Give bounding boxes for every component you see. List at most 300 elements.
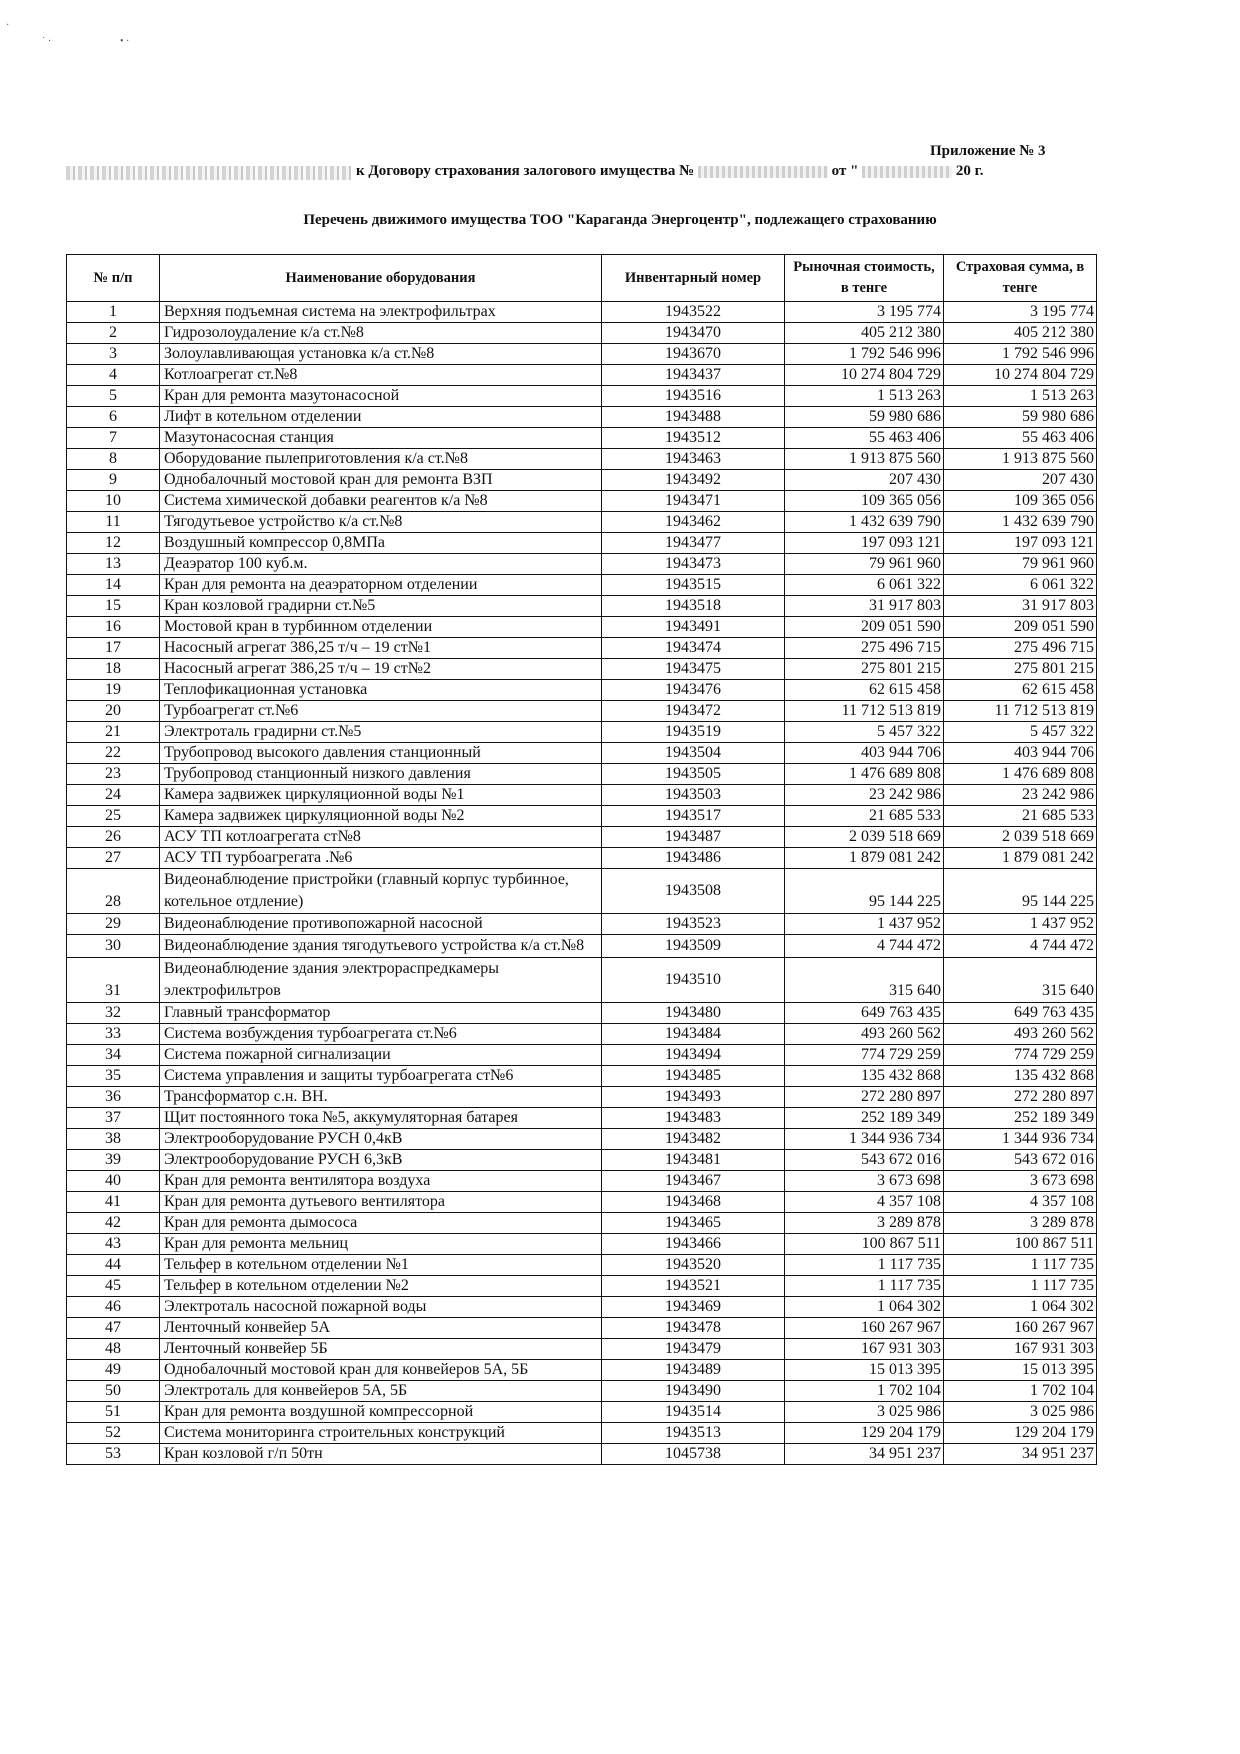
contract-year: 20 bbox=[955, 163, 971, 179]
row-number: 52 bbox=[67, 1423, 160, 1444]
inventory-number: 1943483 bbox=[602, 1108, 785, 1129]
market-value: 774 729 259 bbox=[785, 1045, 944, 1066]
market-value: 272 280 897 bbox=[785, 1087, 944, 1108]
insured-sum: 100 867 511 bbox=[944, 1234, 1097, 1255]
market-value: 2 039 518 669 bbox=[785, 827, 944, 848]
inventory-number: 1943477 bbox=[602, 533, 785, 554]
table-header-row bbox=[67, 255, 1097, 302]
equipment-name: Тельфер в котельном отделении №2 bbox=[160, 1276, 602, 1297]
market-value: 34 951 237 bbox=[785, 1444, 944, 1465]
market-value: 1 437 952 bbox=[785, 914, 944, 935]
row-number: 47 bbox=[67, 1318, 160, 1339]
table-row bbox=[67, 659, 1097, 680]
table-row bbox=[67, 323, 1097, 344]
insured-sum: 774 729 259 bbox=[944, 1045, 1097, 1066]
row-number: 51 bbox=[67, 1402, 160, 1423]
inventory-number: 1943488 bbox=[602, 407, 785, 428]
inventory-number: 1943504 bbox=[602, 743, 785, 764]
inventory-number: 1943491 bbox=[602, 617, 785, 638]
row-number: 20 bbox=[67, 701, 160, 722]
equipment-name: Однобалочный мостовой кран для конвейеров 5А, 5Б bbox=[160, 1360, 602, 1381]
inventory-number: 1943479 bbox=[602, 1339, 785, 1360]
market-value: 31 917 803 bbox=[785, 596, 944, 617]
market-value: 1 064 302 bbox=[785, 1297, 944, 1318]
market-value: 649 763 435 bbox=[785, 1003, 944, 1024]
inventory-number: 1943462 bbox=[602, 512, 785, 533]
market-value: 1 513 263 bbox=[785, 386, 944, 407]
market-value: 3 673 698 bbox=[785, 1171, 944, 1192]
table-row bbox=[67, 1444, 1097, 1465]
market-value: 403 944 706 bbox=[785, 743, 944, 764]
row-number: 33 bbox=[67, 1024, 160, 1045]
market-value: 55 463 406 bbox=[785, 428, 944, 449]
row-number: 24 bbox=[67, 785, 160, 806]
scan-artifact: ˙ · bbox=[42, 36, 52, 47]
table-row bbox=[67, 827, 1097, 848]
table-row bbox=[67, 806, 1097, 827]
market-value: 100 867 511 bbox=[785, 1234, 944, 1255]
market-value: 23 242 986 bbox=[785, 785, 944, 806]
table-row bbox=[67, 1402, 1097, 1423]
insured-sum: 62 615 458 bbox=[944, 680, 1097, 701]
market-value: 275 801 215 bbox=[785, 659, 944, 680]
insured-sum: 167 931 303 bbox=[944, 1339, 1097, 1360]
row-number: 18 bbox=[67, 659, 160, 680]
market-value: 1 117 735 bbox=[785, 1276, 944, 1297]
row-number: 42 bbox=[67, 1213, 160, 1234]
inventory-number: 1943487 bbox=[602, 827, 785, 848]
equipment-name: Лифт в котельном отделении bbox=[160, 407, 602, 428]
row-number: 32 bbox=[67, 1003, 160, 1024]
row-number: 8 bbox=[67, 449, 160, 470]
equipment-name: Деаэратор 100 куб.м. bbox=[160, 554, 602, 575]
insured-sum: 272 280 897 bbox=[944, 1087, 1097, 1108]
inventory-number: 1943522 bbox=[602, 302, 785, 323]
inventory-number: 1943503 bbox=[602, 785, 785, 806]
equipment-name: Электроталь градирни ст.№5 bbox=[160, 722, 602, 743]
row-number: 4 bbox=[67, 365, 160, 386]
table-row bbox=[67, 1171, 1097, 1192]
table-row bbox=[67, 470, 1097, 491]
insured-sum: 1 117 735 bbox=[944, 1276, 1097, 1297]
contract-prefix: к Договору страхования залогового имущества № bbox=[356, 163, 695, 179]
row-number: 44 bbox=[67, 1255, 160, 1276]
equipment-name: Турбоагрегат ст.№6 bbox=[160, 701, 602, 722]
insured-sum: 21 685 533 bbox=[944, 806, 1097, 827]
equipment-name: Трубопровод станционный низкого давления bbox=[160, 764, 602, 785]
row-number: 16 bbox=[67, 617, 160, 638]
row-number: 29 bbox=[67, 914, 160, 935]
equipment-name: Кран для ремонта воздушной компрессорной bbox=[160, 1402, 602, 1423]
market-value: 109 365 056 bbox=[785, 491, 944, 512]
insured-sum: 55 463 406 bbox=[944, 428, 1097, 449]
inventory-number: 1943466 bbox=[602, 1234, 785, 1255]
table-row bbox=[67, 512, 1097, 533]
insured-sum: 275 496 715 bbox=[944, 638, 1097, 659]
market-value: 21 685 533 bbox=[785, 806, 944, 827]
insured-sum: 1 344 936 734 bbox=[944, 1129, 1097, 1150]
row-number: 38 bbox=[67, 1129, 160, 1150]
row-number: 30 bbox=[67, 935, 160, 958]
insured-sum: 1 702 104 bbox=[944, 1381, 1097, 1402]
row-number: 49 bbox=[67, 1360, 160, 1381]
table-row bbox=[67, 764, 1097, 785]
equipment-name: Система управления и защиты турбоагрегата ст№6 bbox=[160, 1066, 602, 1087]
table-row bbox=[67, 386, 1097, 407]
row-number: 22 bbox=[67, 743, 160, 764]
equipment-table bbox=[66, 254, 1097, 1465]
row-number: 1 bbox=[67, 302, 160, 323]
equipment-name: АСУ ТП турбоагрегата .№6 bbox=[160, 848, 602, 869]
market-value: 1 879 081 242 bbox=[785, 848, 944, 869]
row-number: 14 bbox=[67, 575, 160, 596]
inventory-number: 1943513 bbox=[602, 1423, 785, 1444]
table-row bbox=[67, 428, 1097, 449]
row-number: 28 bbox=[67, 869, 160, 914]
market-value: 6 061 322 bbox=[785, 575, 944, 596]
market-value: 129 204 179 bbox=[785, 1423, 944, 1444]
table-row bbox=[67, 449, 1097, 470]
scan-artifact: · bbox=[6, 20, 10, 31]
table-row bbox=[67, 848, 1097, 869]
equipment-name: Видеонаблюдение противопожарной насосной bbox=[160, 914, 602, 935]
equipment-name: Кран козловой градирни ст.№5 bbox=[160, 596, 602, 617]
row-number: 11 bbox=[67, 512, 160, 533]
insured-sum: 109 365 056 bbox=[944, 491, 1097, 512]
market-value: 135 432 868 bbox=[785, 1066, 944, 1087]
equipment-name: Оборудование пылеприготовления к/а ст.№8 bbox=[160, 449, 602, 470]
insured-sum: 129 204 179 bbox=[944, 1423, 1097, 1444]
market-value: 167 931 303 bbox=[785, 1339, 944, 1360]
insured-sum: 160 267 967 bbox=[944, 1318, 1097, 1339]
equipment-name: Насосный агрегат 386,25 т/ч – 19 ст№2 bbox=[160, 659, 602, 680]
table-row bbox=[67, 722, 1097, 743]
contract-reference bbox=[356, 163, 984, 180]
market-value: 405 212 380 bbox=[785, 323, 944, 344]
equipment-name: Система мониторинга строительных конструкций bbox=[160, 1423, 602, 1444]
equipment-name: Кран для ремонта мельниц bbox=[160, 1234, 602, 1255]
row-number: 41 bbox=[67, 1192, 160, 1213]
insured-sum: 1 513 263 bbox=[944, 386, 1097, 407]
inventory-number: 1943467 bbox=[602, 1171, 785, 1192]
inventory-number: 1943471 bbox=[602, 491, 785, 512]
redacted-stamp bbox=[66, 166, 351, 180]
row-number: 2 bbox=[67, 323, 160, 344]
equipment-name: Камера задвижек циркуляционной воды №2 bbox=[160, 806, 602, 827]
table-row bbox=[67, 1423, 1097, 1444]
table-row bbox=[67, 638, 1097, 659]
equipment-name: Золоулавливающая установка к/а ст.№8 bbox=[160, 344, 602, 365]
inventory-number: 1943473 bbox=[602, 554, 785, 575]
equipment-name: Мазутонасосная станция bbox=[160, 428, 602, 449]
insured-sum: 252 189 349 bbox=[944, 1108, 1097, 1129]
equipment-name: Видеонаблюдение пристройки (главный корпус турбинное, котельное отдление) bbox=[160, 869, 602, 914]
table-row bbox=[67, 1108, 1097, 1129]
row-number: 23 bbox=[67, 764, 160, 785]
insured-sum: 79 961 960 bbox=[944, 554, 1097, 575]
insured-sum: 4 744 472 bbox=[944, 935, 1097, 958]
inventory-number: 1943437 bbox=[602, 365, 785, 386]
insured-sum: 403 944 706 bbox=[944, 743, 1097, 764]
inventory-number: 1943512 bbox=[602, 428, 785, 449]
inventory-number: 1943463 bbox=[602, 449, 785, 470]
equipment-name: Трубопровод высокого давления станционный bbox=[160, 743, 602, 764]
market-value: 5 457 322 bbox=[785, 722, 944, 743]
market-value: 1 702 104 bbox=[785, 1381, 944, 1402]
inventory-number: 1943494 bbox=[602, 1045, 785, 1066]
table-row bbox=[67, 1318, 1097, 1339]
table-row bbox=[67, 680, 1097, 701]
table-row bbox=[67, 1192, 1097, 1213]
inventory-number: 1943476 bbox=[602, 680, 785, 701]
insured-sum: 197 093 121 bbox=[944, 533, 1097, 554]
market-value: 3 025 986 bbox=[785, 1402, 944, 1423]
table-row bbox=[67, 1003, 1097, 1024]
market-value: 3 195 774 bbox=[785, 302, 944, 323]
insured-sum: 95 144 225 bbox=[944, 869, 1097, 914]
equipment-name: Котлоагрегат ст.№8 bbox=[160, 365, 602, 386]
inventory-number: 1943468 bbox=[602, 1192, 785, 1213]
row-number: 26 bbox=[67, 827, 160, 848]
inventory-number: 1943517 bbox=[602, 806, 785, 827]
table-row bbox=[67, 407, 1097, 428]
table-row bbox=[67, 575, 1097, 596]
row-number: 12 bbox=[67, 533, 160, 554]
market-value: 11 712 513 819 bbox=[785, 701, 944, 722]
table-row bbox=[67, 1234, 1097, 1255]
insured-sum: 493 260 562 bbox=[944, 1024, 1097, 1045]
table-row bbox=[67, 743, 1097, 764]
insured-sum: 275 801 215 bbox=[944, 659, 1097, 680]
market-value: 493 260 562 bbox=[785, 1024, 944, 1045]
redacted-contract-number bbox=[698, 166, 828, 178]
equipment-name: Однобалочный мостовой кран для ремонта ВЗП bbox=[160, 470, 602, 491]
inventory-number: 1943481 bbox=[602, 1150, 785, 1171]
equipment-name: Система химической добавки реагентов к/а №8 bbox=[160, 491, 602, 512]
row-number: 40 bbox=[67, 1171, 160, 1192]
market-value: 15 013 395 bbox=[785, 1360, 944, 1381]
annex-number: Приложение № 3 bbox=[930, 143, 1046, 159]
inventory-number: 1943489 bbox=[602, 1360, 785, 1381]
equipment-name: Главный трансформатор bbox=[160, 1003, 602, 1024]
row-number: 21 bbox=[67, 722, 160, 743]
equipment-name: Электроталь насосной пожарной воды bbox=[160, 1297, 602, 1318]
equipment-name: Камера задвижек циркуляционной воды №1 bbox=[160, 785, 602, 806]
table-row bbox=[67, 1276, 1097, 1297]
inventory-number: 1045738 bbox=[602, 1444, 785, 1465]
table-row bbox=[67, 1297, 1097, 1318]
inventory-number: 1943670 bbox=[602, 344, 785, 365]
equipment-name: Тягодутьевое устройство к/а ст.№8 bbox=[160, 512, 602, 533]
equipment-name: Видеонаблюдение здания тягодутьевого устройства к/а ст.№8 bbox=[160, 935, 602, 958]
table-row bbox=[67, 935, 1097, 958]
insured-sum: 1 432 639 790 bbox=[944, 512, 1097, 533]
market-value: 1 913 875 560 bbox=[785, 449, 944, 470]
table-row bbox=[67, 1381, 1097, 1402]
row-number: 6 bbox=[67, 407, 160, 428]
insured-sum: 209 051 590 bbox=[944, 617, 1097, 638]
insured-sum: 1 064 302 bbox=[944, 1297, 1097, 1318]
insured-sum: 3 195 774 bbox=[944, 302, 1097, 323]
insured-sum: 23 242 986 bbox=[944, 785, 1097, 806]
insured-sum: 11 712 513 819 bbox=[944, 701, 1097, 722]
market-value: 543 672 016 bbox=[785, 1150, 944, 1171]
inventory-number: 1943465 bbox=[602, 1213, 785, 1234]
table-row bbox=[67, 785, 1097, 806]
table-row bbox=[67, 1129, 1097, 1150]
insured-sum: 1 913 875 560 bbox=[944, 449, 1097, 470]
insured-sum: 1 437 952 bbox=[944, 914, 1097, 935]
inventory-number: 1943509 bbox=[602, 935, 785, 958]
insured-sum: 1 117 735 bbox=[944, 1255, 1097, 1276]
inventory-number: 1943484 bbox=[602, 1024, 785, 1045]
insured-sum: 2 039 518 669 bbox=[944, 827, 1097, 848]
market-value: 4 357 108 bbox=[785, 1192, 944, 1213]
market-value: 1 117 735 bbox=[785, 1255, 944, 1276]
insured-sum: 3 025 986 bbox=[944, 1402, 1097, 1423]
insured-sum: 6 061 322 bbox=[944, 575, 1097, 596]
inventory-number: 1943493 bbox=[602, 1087, 785, 1108]
table-row bbox=[67, 365, 1097, 386]
equipment-name: АСУ ТП котлоагрегата ст№8 bbox=[160, 827, 602, 848]
equipment-name: Гидрозолоудаление к/а ст.№8 bbox=[160, 323, 602, 344]
inventory-number: 1943480 bbox=[602, 1003, 785, 1024]
inventory-number: 1943470 bbox=[602, 323, 785, 344]
market-value: 62 615 458 bbox=[785, 680, 944, 701]
equipment-name: Щит постоянного тока №5, аккумуляторная батарея bbox=[160, 1108, 602, 1129]
market-value: 160 267 967 bbox=[785, 1318, 944, 1339]
row-number: 25 bbox=[67, 806, 160, 827]
market-value: 209 051 590 bbox=[785, 617, 944, 638]
column-header-name: Наименование оборудования bbox=[160, 255, 602, 302]
equipment-name: Кран для ремонта мазутонасосной bbox=[160, 386, 602, 407]
insured-sum: 543 672 016 bbox=[944, 1150, 1097, 1171]
row-number: 19 bbox=[67, 680, 160, 701]
contract-date-prefix: от " bbox=[831, 163, 859, 179]
table-row bbox=[67, 1255, 1097, 1276]
table-row bbox=[67, 617, 1097, 638]
row-number: 36 bbox=[67, 1087, 160, 1108]
equipment-name: Насосный агрегат 386,25 т/ч – 19 ст№1 bbox=[160, 638, 602, 659]
equipment-name: Электрооборудование РУСН 0,4кВ bbox=[160, 1129, 602, 1150]
table-row bbox=[67, 344, 1097, 365]
row-number: 37 bbox=[67, 1108, 160, 1129]
row-number: 35 bbox=[67, 1066, 160, 1087]
row-number: 9 bbox=[67, 470, 160, 491]
equipment-name: Теплофикационная установка bbox=[160, 680, 602, 701]
equipment-name: Кран козловой г/п 50тн bbox=[160, 1444, 602, 1465]
equipment-name: Кран для ремонта вентилятора воздуха bbox=[160, 1171, 602, 1192]
inventory-number: 1943474 bbox=[602, 638, 785, 659]
contract-year-suffix: г. bbox=[974, 163, 984, 179]
equipment-name: Воздушный компрессор 0,8МПа bbox=[160, 533, 602, 554]
insured-sum: 3 289 878 bbox=[944, 1213, 1097, 1234]
table-row bbox=[67, 958, 1097, 1003]
table-row bbox=[67, 701, 1097, 722]
inventory-number: 1943490 bbox=[602, 1381, 785, 1402]
equipment-name: Трансформатор с.н. ВН. bbox=[160, 1087, 602, 1108]
inventory-number: 1943518 bbox=[602, 596, 785, 617]
row-number: 43 bbox=[67, 1234, 160, 1255]
insured-sum: 1 879 081 242 bbox=[944, 848, 1097, 869]
market-value: 59 980 686 bbox=[785, 407, 944, 428]
market-value: 252 189 349 bbox=[785, 1108, 944, 1129]
inventory-number: 1943486 bbox=[602, 848, 785, 869]
equipment-name: Кран для ремонта дымососа bbox=[160, 1213, 602, 1234]
row-number: 39 bbox=[67, 1150, 160, 1171]
insured-sum: 59 980 686 bbox=[944, 407, 1097, 428]
market-value: 1 792 546 996 bbox=[785, 344, 944, 365]
inventory-number: 1943510 bbox=[602, 958, 785, 1003]
inventory-number: 1943478 bbox=[602, 1318, 785, 1339]
insured-sum: 34 951 237 bbox=[944, 1444, 1097, 1465]
row-number: 31 bbox=[67, 958, 160, 1003]
inventory-number: 1943516 bbox=[602, 386, 785, 407]
table-row bbox=[67, 596, 1097, 617]
scan-artifact: • · bbox=[120, 36, 130, 47]
market-value: 275 496 715 bbox=[785, 638, 944, 659]
market-value: 95 144 225 bbox=[785, 869, 944, 914]
row-number: 34 bbox=[67, 1045, 160, 1066]
row-number: 48 bbox=[67, 1339, 160, 1360]
inventory-number: 1943520 bbox=[602, 1255, 785, 1276]
equipment-name: Система возбуждения турбоагрегата ст.№6 bbox=[160, 1024, 602, 1045]
inventory-number: 1943492 bbox=[602, 470, 785, 491]
row-number: 50 bbox=[67, 1381, 160, 1402]
inventory-number: 1943469 bbox=[602, 1297, 785, 1318]
column-header-number: № п/п bbox=[67, 255, 160, 302]
market-value: 207 430 bbox=[785, 470, 944, 491]
equipment-name: Тельфер в котельном отделении №1 bbox=[160, 1255, 602, 1276]
redacted-contract-date bbox=[862, 166, 952, 178]
row-number: 15 bbox=[67, 596, 160, 617]
table-row bbox=[67, 554, 1097, 575]
insured-sum: 315 640 bbox=[944, 958, 1097, 1003]
table-row bbox=[67, 869, 1097, 914]
row-number: 46 bbox=[67, 1297, 160, 1318]
insured-sum: 405 212 380 bbox=[944, 323, 1097, 344]
insured-sum: 1 476 689 808 bbox=[944, 764, 1097, 785]
row-number: 3 bbox=[67, 344, 160, 365]
table-row bbox=[67, 1339, 1097, 1360]
market-value: 1 432 639 790 bbox=[785, 512, 944, 533]
table-row bbox=[67, 491, 1097, 512]
insured-sum: 1 792 546 996 bbox=[944, 344, 1097, 365]
row-number: 17 bbox=[67, 638, 160, 659]
table-row bbox=[67, 1087, 1097, 1108]
insured-sum: 3 673 698 bbox=[944, 1171, 1097, 1192]
insured-sum: 649 763 435 bbox=[944, 1003, 1097, 1024]
insured-sum: 31 917 803 bbox=[944, 596, 1097, 617]
equipment-name: Кран для ремонта на деаэраторном отделении bbox=[160, 575, 602, 596]
equipment-name: Мостовой кран в турбинном отделении bbox=[160, 617, 602, 638]
equipment-name: Кран для ремонта дутьевого вентилятора bbox=[160, 1192, 602, 1213]
market-value: 197 093 121 bbox=[785, 533, 944, 554]
insured-sum: 4 357 108 bbox=[944, 1192, 1097, 1213]
market-value: 10 274 804 729 bbox=[785, 365, 944, 386]
inventory-number: 1943505 bbox=[602, 764, 785, 785]
inventory-number: 1943482 bbox=[602, 1129, 785, 1150]
document-title: Перечень движимого имущества ТОО "Караганда Энергоцентр", подлежащего страхованию bbox=[303, 212, 937, 228]
insured-sum: 5 457 322 bbox=[944, 722, 1097, 743]
insured-sum: 10 274 804 729 bbox=[944, 365, 1097, 386]
market-value: 79 961 960 bbox=[785, 554, 944, 575]
equipment-name: Ленточный конвейер 5Б bbox=[160, 1339, 602, 1360]
table-row bbox=[67, 302, 1097, 323]
inventory-number: 1943521 bbox=[602, 1276, 785, 1297]
insured-sum: 135 432 868 bbox=[944, 1066, 1097, 1087]
row-number: 45 bbox=[67, 1276, 160, 1297]
